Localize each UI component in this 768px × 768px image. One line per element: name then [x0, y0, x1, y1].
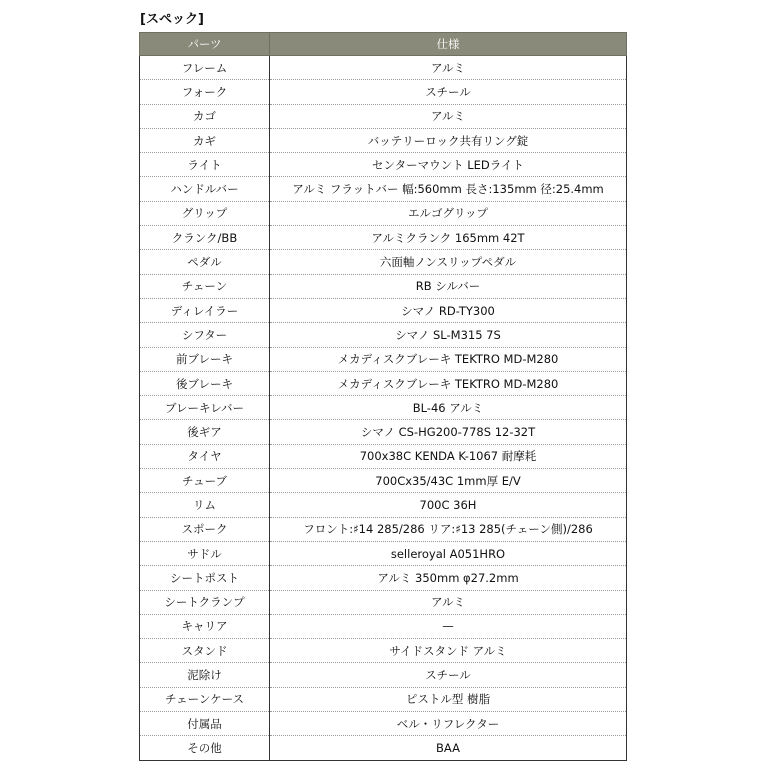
part-name-cell: ペダル [140, 250, 270, 274]
part-name-cell: キャリア [140, 614, 270, 638]
table-header-row [140, 33, 627, 56]
part-name-cell: シートクランプ [140, 590, 270, 614]
table-row [140, 347, 627, 371]
table-row [140, 712, 627, 736]
spec-value-cell: 六面軸ノンスリップペダル [270, 250, 627, 274]
table-row [140, 201, 627, 225]
column-header-spec: 仕様 [270, 33, 627, 56]
table-row [140, 128, 627, 152]
part-name-cell: タイヤ [140, 444, 270, 468]
part-name-cell: チェーン [140, 274, 270, 298]
part-name-cell: その他 [140, 736, 270, 760]
spec-value-cell: サイドスタンド アルミ [270, 639, 627, 663]
table-row [140, 371, 627, 395]
part-name-cell: ハンドルバー [140, 177, 270, 201]
spec-table-body [140, 56, 627, 761]
table-row [140, 298, 627, 322]
spec-value-cell: アルミ [270, 590, 627, 614]
part-name-cell: 後ギア [140, 420, 270, 444]
table-row [140, 80, 627, 104]
table-row [140, 444, 627, 468]
part-name-cell: サドル [140, 541, 270, 565]
table-row [140, 396, 627, 420]
spec-value-cell: アルミ フラットバー 幅:560mm 長さ:135mm 径:25.4mm [270, 177, 627, 201]
part-name-cell: チューブ [140, 469, 270, 493]
table-row [140, 736, 627, 760]
table-row [140, 56, 627, 80]
table-row [140, 153, 627, 177]
part-name-cell: リム [140, 493, 270, 517]
part-name-cell: スポーク [140, 517, 270, 541]
table-row [140, 104, 627, 128]
spec-value-cell: フロント:♯14 285/286 リア:♯13 285(チェーン側)/286 [270, 517, 627, 541]
part-name-cell: クランク/BB [140, 226, 270, 250]
spec-value-cell: RB シルバー [270, 274, 627, 298]
part-name-cell: 付属品 [140, 712, 270, 736]
table-row [140, 420, 627, 444]
spec-value-cell: — [270, 614, 627, 638]
spec-value-cell: 700x38C KENDA K-1067 耐摩耗 [270, 444, 627, 468]
table-row [140, 177, 627, 201]
table-row [140, 250, 627, 274]
part-name-cell: シフター [140, 323, 270, 347]
spec-value-cell: アルミ [270, 56, 627, 80]
part-name-cell: グリップ [140, 201, 270, 225]
table-row [140, 469, 627, 493]
spec-value-cell: selleroyal A051HRO [270, 541, 627, 565]
spec-value-cell: センターマウント LEDライト [270, 153, 627, 177]
table-row [140, 614, 627, 638]
table-row [140, 687, 627, 711]
part-name-cell: カゴ [140, 104, 270, 128]
section-title: [スペック] [140, 12, 204, 27]
part-name-cell: シートポスト [140, 566, 270, 590]
part-name-cell: 泥除け [140, 663, 270, 687]
column-header-parts: パーツ [140, 33, 270, 56]
spec-value-cell: 700C 36H [270, 493, 627, 517]
spec-value-cell: スチール [270, 80, 627, 104]
part-name-cell: 後ブレーキ [140, 371, 270, 395]
spec-value-cell: スチール [270, 663, 627, 687]
spec-value-cell: BAA [270, 736, 627, 760]
spec-value-cell: バッテリーロック共有リング錠 [270, 128, 627, 152]
spec-value-cell: メカディスクブレーキ TEKTRO MD-M280 [270, 347, 627, 371]
part-name-cell: ディレイラー [140, 298, 270, 322]
spec-value-cell: シマノ RD-TY300 [270, 298, 627, 322]
part-name-cell: 前ブレーキ [140, 347, 270, 371]
part-name-cell: フレーム [140, 56, 270, 80]
spec-value-cell: シマノ SL-M315 7S [270, 323, 627, 347]
table-row [140, 590, 627, 614]
part-name-cell: フォーク [140, 80, 270, 104]
spec-value-cell: BL-46 アルミ [270, 396, 627, 420]
part-name-cell: ライト [140, 153, 270, 177]
table-row [140, 274, 627, 298]
spec-value-cell: エルゴグリップ [270, 201, 627, 225]
table-row [140, 663, 627, 687]
table-row [140, 639, 627, 663]
table-row [140, 226, 627, 250]
part-name-cell: ブレーキレバー [140, 396, 270, 420]
part-name-cell: カギ [140, 128, 270, 152]
table-row [140, 541, 627, 565]
spec-value-cell: ベル・リフレクター [270, 712, 627, 736]
table-row [140, 493, 627, 517]
spec-value-cell: ピストル型 樹脂 [270, 687, 627, 711]
spec-table [139, 32, 627, 761]
part-name-cell: スタンド [140, 639, 270, 663]
spec-value-cell: アルミ [270, 104, 627, 128]
spec-value-cell: アルミクランク 165mm 42T [270, 226, 627, 250]
part-name-cell: チェーンケース [140, 687, 270, 711]
table-row [140, 323, 627, 347]
spec-value-cell: シマノ CS-HG200-778S 12-32T [270, 420, 627, 444]
table-row [140, 517, 627, 541]
spec-value-cell: 700Cx35/43C 1mm厚 E/V [270, 469, 627, 493]
spec-value-cell: アルミ 350mm φ27.2mm [270, 566, 627, 590]
spec-value-cell: メカディスクブレーキ TEKTRO MD-M280 [270, 371, 627, 395]
table-row [140, 566, 627, 590]
